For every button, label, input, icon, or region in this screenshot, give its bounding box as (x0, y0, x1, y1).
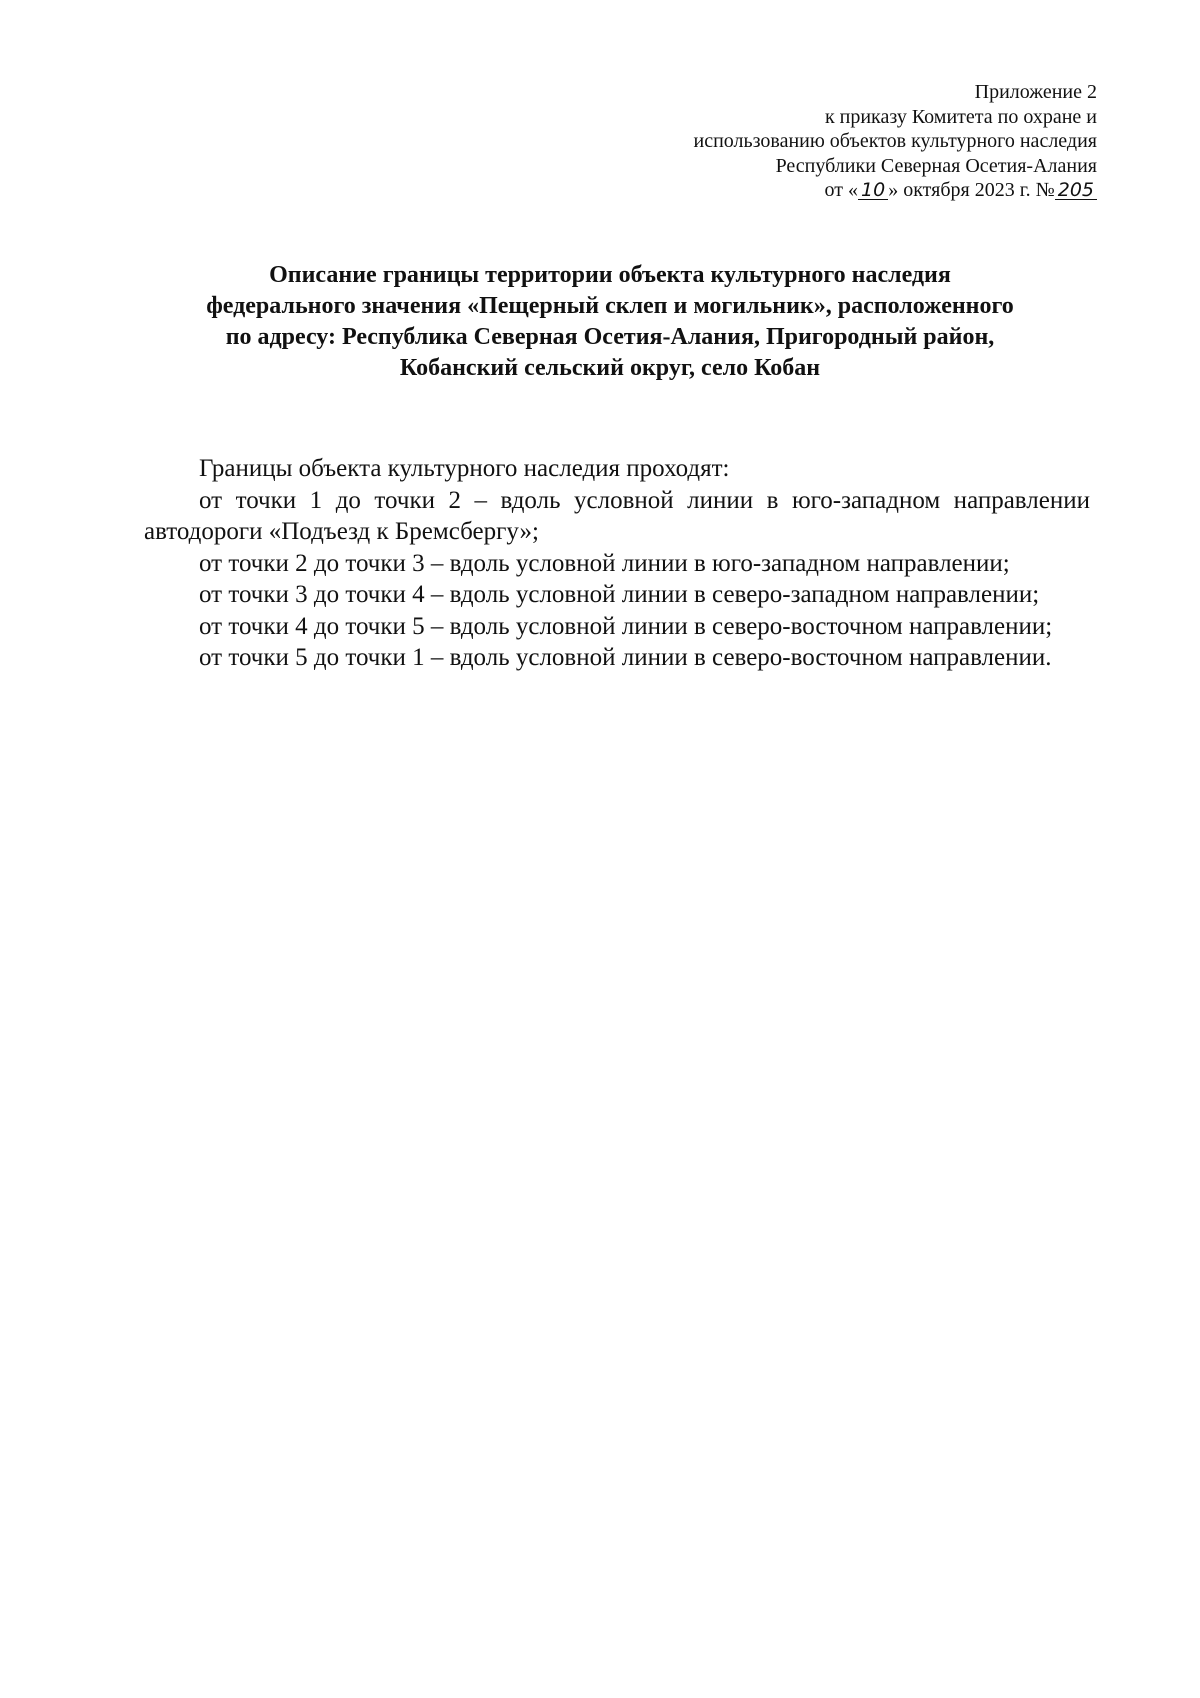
appendix-header (537, 80, 1097, 203)
boundary-segment-2-3: от точки 2 до точки 3 – вдоль условной линии в юго-западном направлении; (199, 549, 1010, 577)
title-line-2: федерального значения «Пещерный склеп и могильник», расположенного (206, 293, 1014, 319)
appendix-committee-line: использованию объектов культурного наследия (693, 130, 1097, 152)
title-line-4: Кобанский сельский округ, село Кобан (399, 355, 821, 381)
boundary-segment-4-5: от точки 4 до точки 5 – вдоль условной линии в северо-восточном направлении; (199, 612, 1053, 640)
boundary-segment-3-4: от точки 3 до точки 4 – вдоль условной линии в северо-западном направлении; (199, 581, 1040, 608)
body-intro: Границы объекта культурного наследия проходят: (199, 455, 730, 482)
boundary-segment-5-1: от точки 5 до точки 1 – вдоль условной линии в северо-восточном направлении. (199, 644, 1052, 671)
appendix-order-line: к приказу Комитета по охране и (824, 105, 1097, 128)
document-title (130, 260, 1090, 384)
date-prefix: от « (824, 179, 858, 201)
boundary-segment-1-2: от точки 1 до точки 2 – вдоль условной линии в юго-западном направлении автодороги «Подъезд к Бремсбергу»; (144, 486, 1090, 545)
appendix-date-line (537, 178, 1097, 203)
title-line-1: Описание границы территории объекта культурного наследия (269, 262, 951, 288)
document-body (144, 453, 1090, 674)
appendix-label: Приложение 2 (974, 81, 1097, 103)
appendix-republic-line: Республики Северная Осетия-Алания (775, 154, 1097, 177)
date-middle: » октября 2023 г. № (888, 179, 1055, 201)
title-line-3: по адресу: Республика Северная Осетия-Алания, Пригородный район, (225, 324, 995, 350)
handwritten-day: 10 (858, 181, 888, 200)
handwritten-number: 205 (1055, 181, 1097, 200)
